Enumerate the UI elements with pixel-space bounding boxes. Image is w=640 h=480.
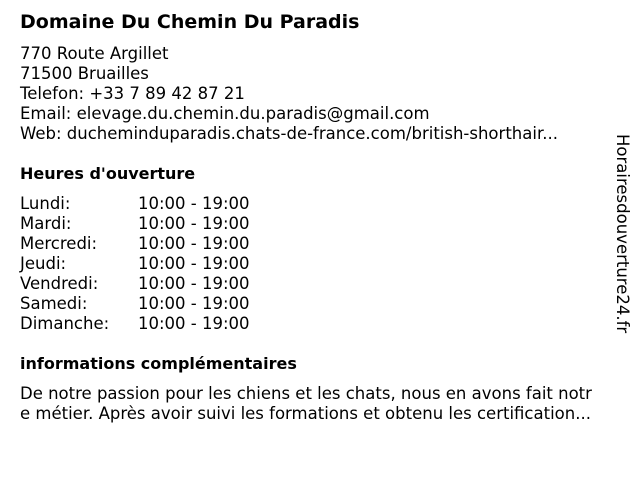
address-city: 71500 Bruailles [20,64,149,83]
day-label: Vendredi: [20,274,99,293]
day-label: Dimanche: [20,314,110,333]
time-range: 10:00 - 19:00 [138,254,250,273]
website-link[interactable]: Web: duchem‌induparadis.chats-de-france.com/british-shorthair... [20,124,558,143]
day-label: Jeudi: [20,254,67,273]
day-label: Samedi: [20,294,88,313]
day-label: Mardi: [20,214,72,233]
email-address[interactable]: Email: elevage.du.chemin.du.paradis@gmail.com [20,104,430,123]
time-range: 10:00 - 19:00 [138,274,250,293]
description-line: e métier. Après avoir suivi les formations et obtenu les certification... [20,404,591,423]
address-street: 770 Route Argillet [20,44,169,63]
time-range: 10:00 - 19:00 [138,194,250,213]
opening-hours-heading: Heures d'ouverture [20,164,196,183]
time-range: 10:00 - 19:00 [138,234,250,253]
day-label: Mercredi: [20,234,98,253]
time-range: 10:00 - 19:00 [138,314,250,333]
description-line: De notre passion pour les chiens et les chats, nous en avons fait notr [20,384,592,403]
day-label: Lundi: [20,194,71,213]
business-title: Domaine Du Chemin Du Paradis [20,11,360,33]
phone-number[interactable]: Telefon: +33 7 89 42 87 21 [20,84,245,103]
contact-block [20,44,558,144]
time-range: 10:00 - 19:00 [138,214,250,233]
additional-info-heading: informations complémentaires [20,354,297,373]
description-text [20,384,624,424]
site-watermark: Horairesdouverture24.fr [613,134,632,334]
time-range: 10:00 - 19:00 [138,294,250,313]
